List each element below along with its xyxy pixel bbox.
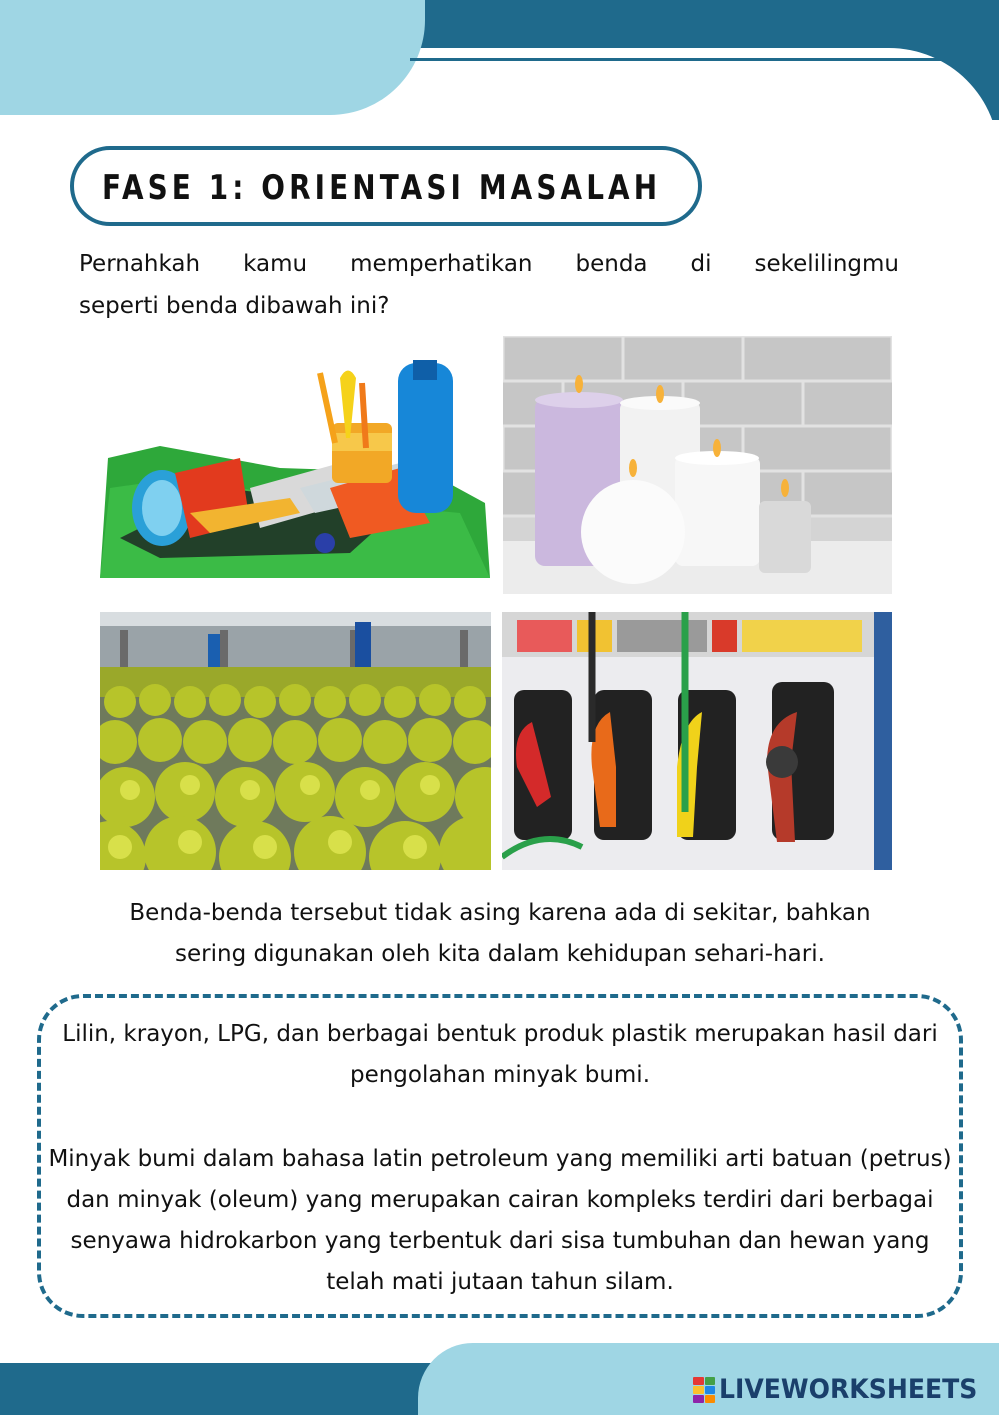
brand-name: LIVEWORKSHEETS [719, 1374, 978, 1405]
intro-line-2: seperti benda dibawah ini? [79, 293, 390, 319]
header-band-light [0, 0, 425, 115]
photo-lpg-cylinders [100, 612, 491, 870]
liveworksheets-logo-icon [693, 1377, 715, 1403]
footer-accent-line [0, 1363, 415, 1366]
info-paragraph-1: Lilin, krayon, LPG, dan berbagai bentuk produk plastik merupakan hasil dari pengolahan minyak bumi. [62, 1021, 938, 1088]
info-box [37, 994, 963, 1318]
photo-plastic-products [100, 338, 490, 583]
summary-paragraph [40, 893, 960, 975]
summary-line-2: sering digunakan oleh kita dalam kehidupan sehari-hari. [175, 941, 825, 967]
photo-candles [503, 336, 892, 594]
intro-paragraph [79, 243, 899, 327]
summary-line-1: Benda-benda tersebut tidak asing karena ada di sekitar, bahkan [129, 900, 871, 926]
photo-fuel-pump-nozzles [502, 612, 892, 870]
header-accent-line [410, 58, 970, 61]
liveworksheets-logo [693, 1374, 997, 1405]
phase-heading-pill [70, 146, 702, 226]
info-paragraph-2: Minyak bumi dalam bahasa latin petroleum yang memiliki arti batuan (petrus) dan minyak (oleum) yang merupakan cairan kompleks terdiri dari berbagai senyawa hidrokarbon yang terbentuk dari sisa tumbuhan dan hewan yang telah mati jutaan tahun silam. [48, 1146, 952, 1295]
phase-title: FASE 1: ORIENTASI MASALAH [102, 168, 662, 208]
intro-line-1: Pernahkah kamu memperhatikan benda di sekelilingmu [79, 251, 899, 277]
